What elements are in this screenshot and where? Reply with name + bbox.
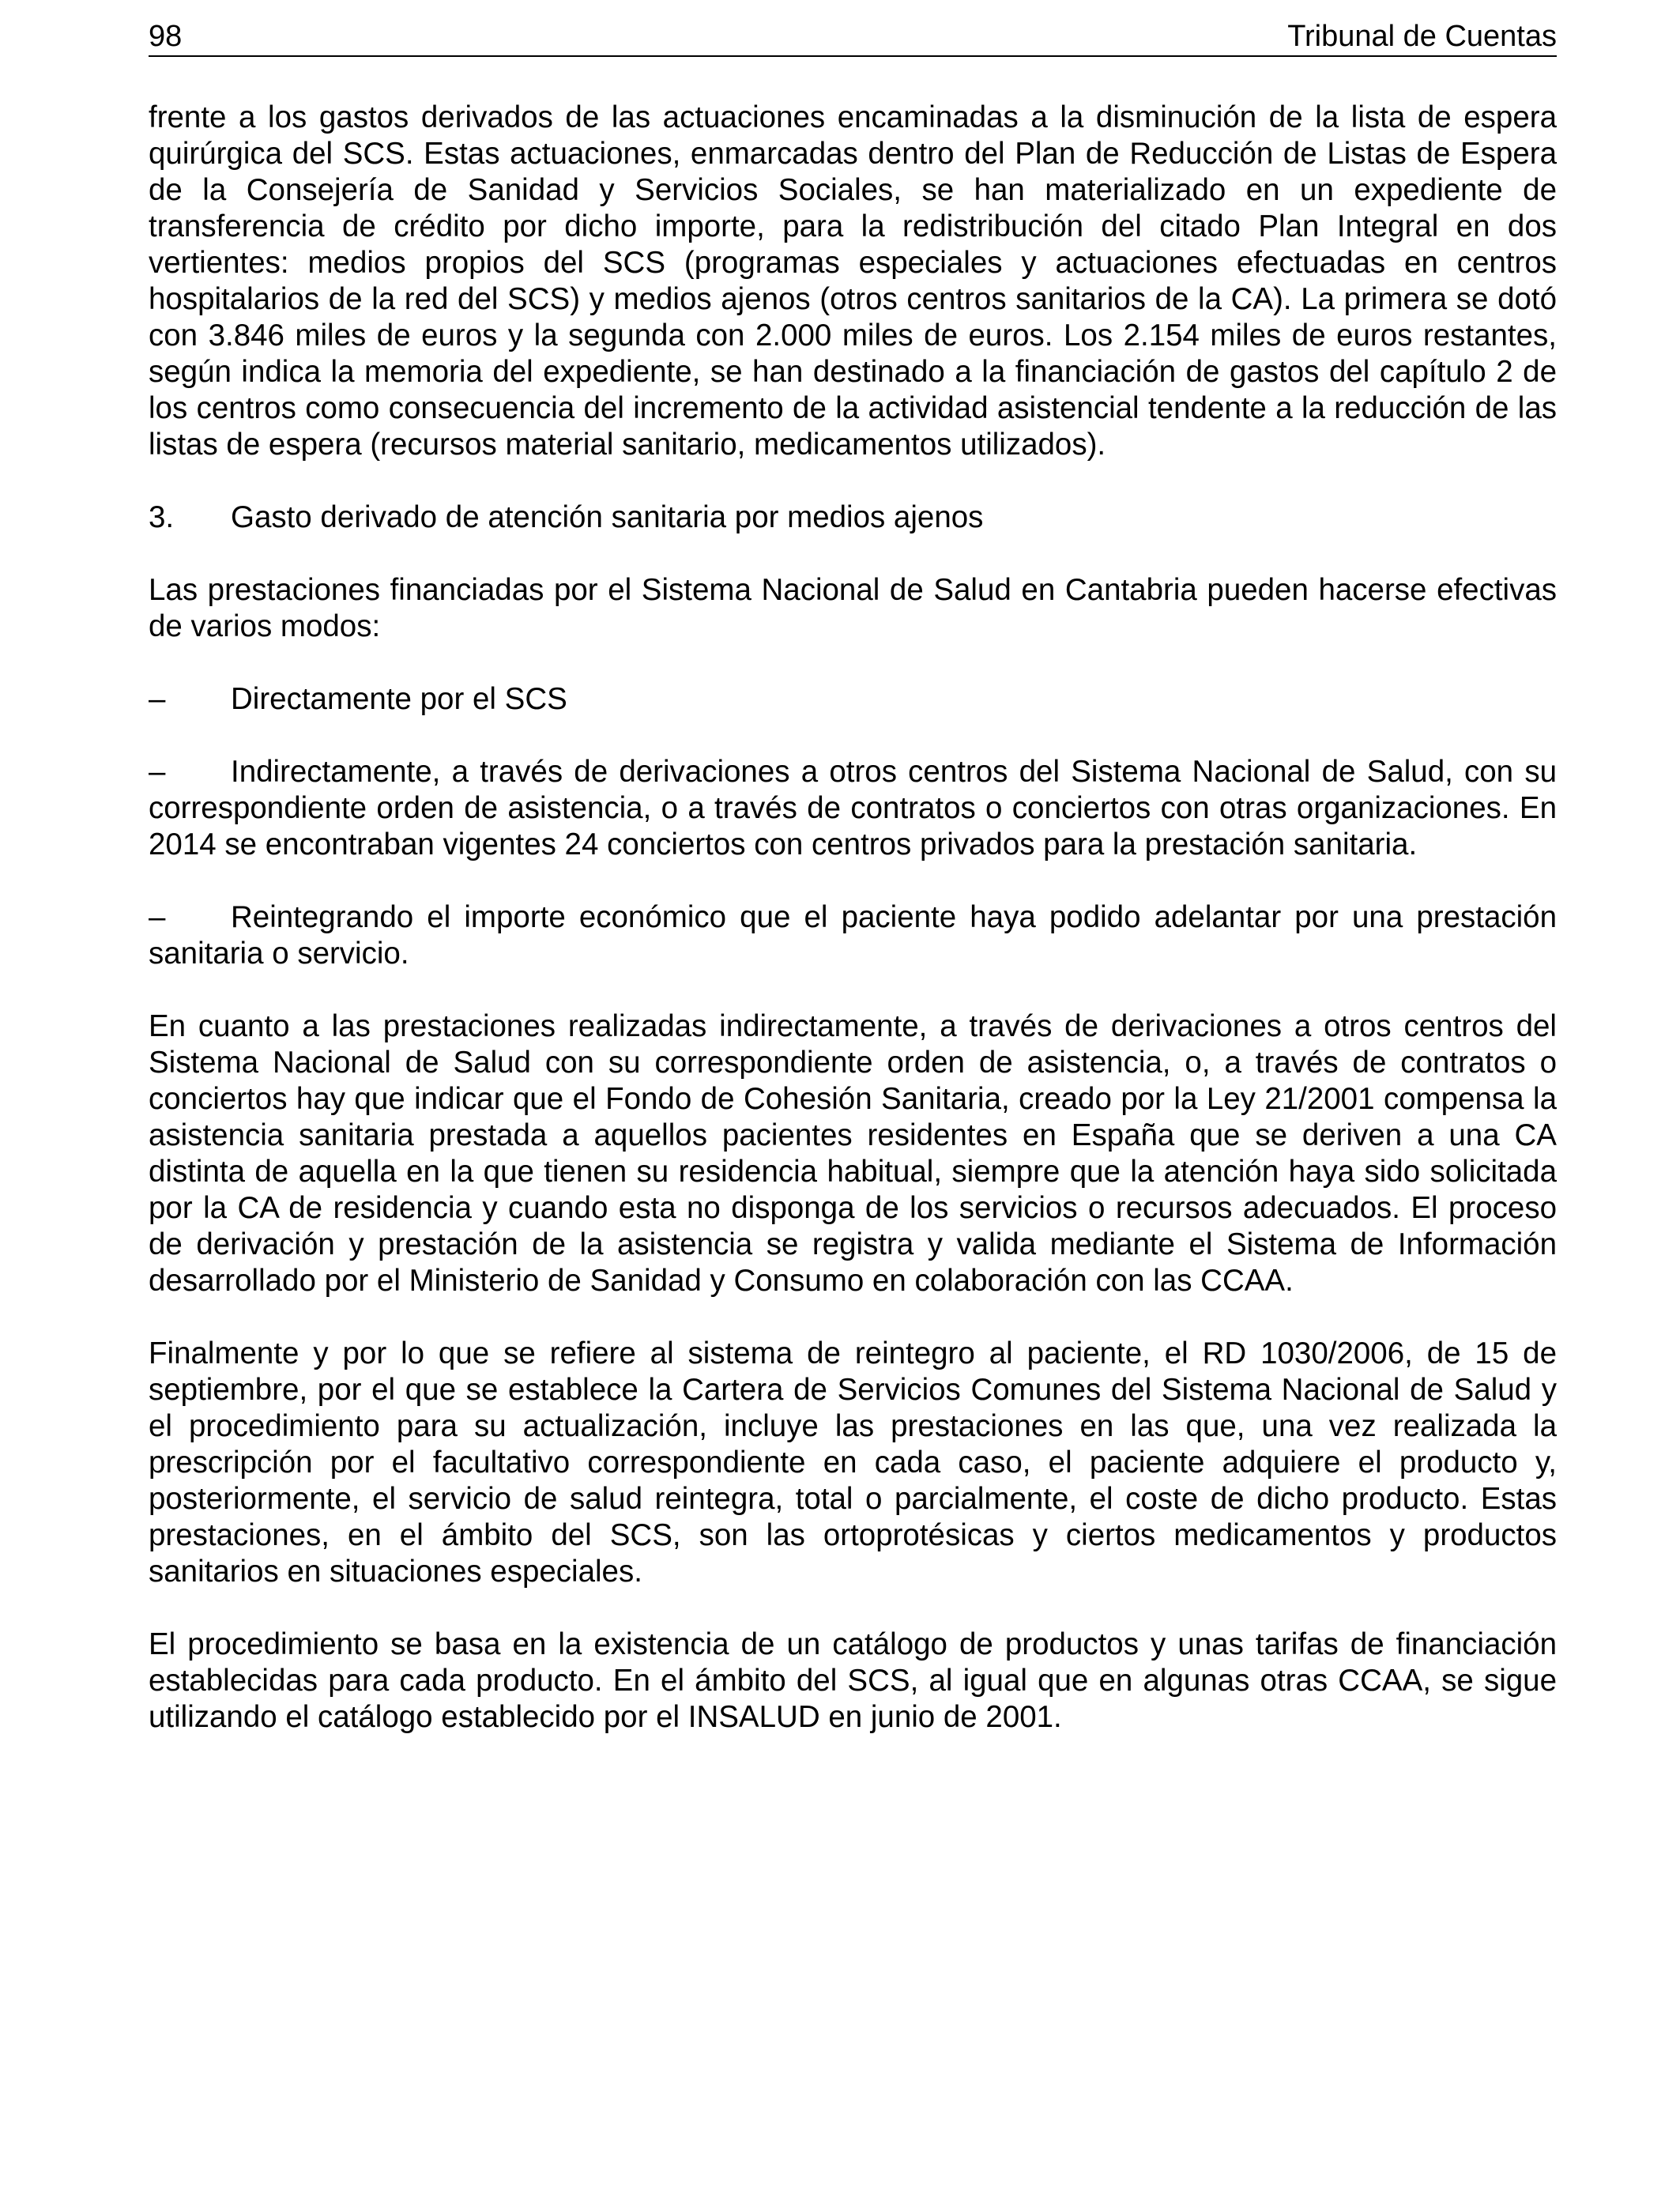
bullet-text: Reintegrando el importe económico que el paciente haya podido adelantar por una prestación sanitaria o servicio. <box>149 900 1557 971</box>
paragraph-2: Las prestaciones financiadas por el Sistema Nacional de Salud en Cantabria pueden hacerse efectivas de varios modos: <box>149 573 1557 643</box>
paragraph-3: En cuanto a las prestaciones realizadas indirectamente, a través de derivaciones a otros centros del Sistema Nacional de Salud con su correspondiente orden de asistencia, o, a través de contratos o conciertos hay que indicar que el Fondo de Cohesión Sanitaria, creado por la Ley 21/2001 compensa la asistencia sanitaria prestada a aquellos pacientes residentes en España que se deriven a una CA distinta de aquella en la que tienen su residencia habitual, siempre que la atención haya sido solicitada por la CA de residencia y cuando esta no disponga de los servicios o recursos adecuados. El proceso de derivación y prestación de la asistencia se registra y valida mediante el Sistema de Información desarrollado por el Ministerio de Sanidad y Consumo en colaboración con las CCAA. <box>149 1009 1557 1298</box>
document-page <box>149 0 1557 2194</box>
paragraph-1: frente a los gastos derivados de las actuaciones encaminadas a la disminución de la lista de espera quirúrgica del SCS. Estas actuaciones, enmarcadas dentro del Plan de Reducción de Listas de Espera de la Consejería de Sanidad y Servicios Sociales, se han materializado en un expediente de transferencia de crédito por dicho importe, para la redistribución del citado Plan Integral en dos vertientes: medios propios del SCS (programas especiales y actuaciones efectuadas en centros hospitalarios de la red del SCS) y medios ajenos (otros centros sanitarios de la CA). La primera se dotó con 3.846 miles de euros y la segunda con 2.000 miles de euros. Los 2.154 miles de euros restantes, según indica la memoria del expediente, se han destinado a la financiación de gastos del capítulo 2 de los centros como consecuencia del incremento de la actividad asistencial tendente a la reducción de las listas de espera (recursos material sanitario, medicamentos utilizados). <box>149 100 1557 462</box>
page-number: 98 <box>149 20 183 53</box>
running-title: Tribunal de Cuentas <box>1287 20 1557 53</box>
paragraph-5: El procedimiento se basa en la existencia de un catálogo de productos y unas tarifas de financiación establecidas para cada producto. En el ámbito del SCS, al igual que en algunas otras CCAA, se sigue utilizando el catálogo establecido por el INSALUD en junio de 2001. <box>149 1627 1557 1734</box>
bullet-dash: – <box>149 900 166 934</box>
bullet-text: Directamente por el SCS <box>231 682 567 716</box>
bullet-text: Indirectamente, a través de derivaciones a otros centros del Sistema Nacional de Salud, con su correspondiente orden de asistencia, o a través de contratos o conciertos con otras organizaciones. En 2014 se encontraban vigentes 24 conciertos con centros privados para la prestación sanitaria. <box>149 755 1557 861</box>
bullet-item <box>149 899 1557 972</box>
page-header <box>149 19 1557 57</box>
section-number: 3. <box>149 500 175 534</box>
section-title: Gasto derivado de atención sanitaria por medios ajenos <box>231 500 984 534</box>
bullet-dash: – <box>149 682 166 716</box>
page-body <box>149 100 1557 1772</box>
bullet-dash: – <box>149 755 166 789</box>
bullet-item <box>149 754 1557 863</box>
bullet-item <box>149 681 1557 718</box>
section-heading <box>149 499 1557 536</box>
paragraph-4: Finalmente y por lo que se refiere al sistema de reintegro al paciente, el RD 1030/2006, de 15 de septiembre, por el que se establece la Cartera de Servicios Comunes del Sistema Nacional de Salud y el procedimiento para su actualización, incluye las prestaciones en las que, una vez realizada la prescripción por el facultativo correspondiente en cada caso, el paciente adquiere el producto y, posteriormente, el servicio de salud reintegra, total o parcialmente, el coste de dicho producto. Estas prestaciones, en el ámbito del SCS, son las ortoprotésicas y ciertos medicamentos y productos sanitarios en situaciones especiales. <box>149 1336 1557 1589</box>
